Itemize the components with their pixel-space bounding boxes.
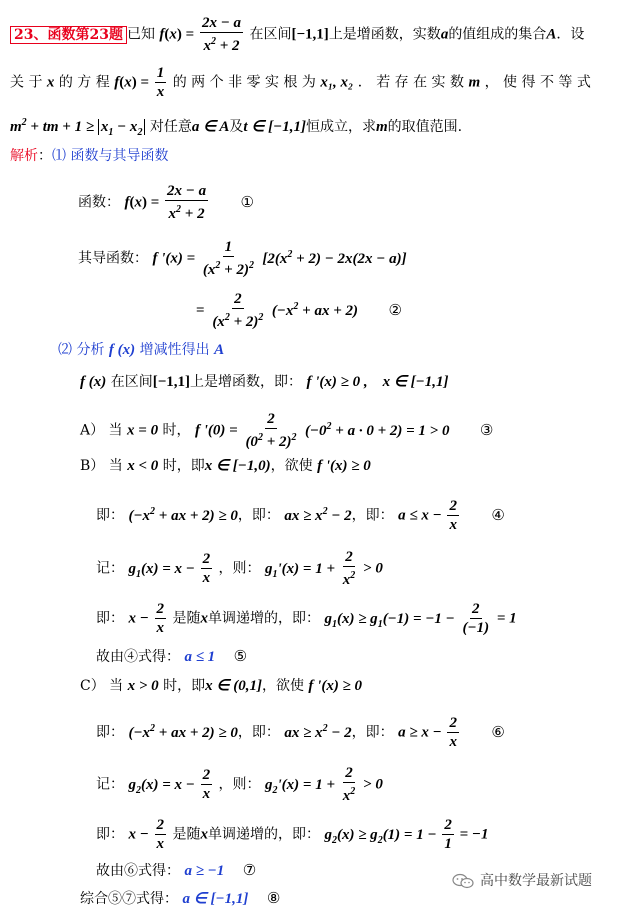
text: ．设 (556, 26, 585, 43)
text: 已知 (126, 26, 155, 43)
cond: x > 0 (127, 678, 159, 694)
case-c-ineq: 即： ($-x^2$ + ax + 2) ≥ 0，即： ax ≥ $x^2 - 2$，即： a ≥ x − $\frac{2}{x}$ ⑥ (96, 715, 505, 750)
cond: x < 0 (127, 458, 159, 474)
text: ，欲使 (270, 458, 313, 474)
text: B） 当 (80, 458, 123, 474)
part1-title: ⑴ 函数与其导函数 (52, 148, 169, 164)
derivative-line-2: = $\frac{2}{(x^2 + 2)^2}$ ($-x^2$ + ax + 2) ② (196, 291, 402, 330)
text: 记： (96, 776, 124, 793)
case-a: A） 当 x = 0 时， f '(0) = $\frac{2}{(0^2 + 2)^2}$ $(-0^2 + a \cdot 0 + 2) = 1 > 0$ ③ (80, 411, 494, 450)
result-5: a ≤ 1 (184, 649, 216, 665)
text: 时， (162, 422, 191, 439)
derivative-line-1: 其导函数： f '(x) = $\frac{1}{(x^2 + 2)^2}$ $[2(x^2 + 2) - 2x(2x - a)]$ (78, 239, 407, 278)
set-A: A (546, 26, 557, 43)
text: A） 当 (80, 422, 123, 439)
text: 的取值范围. (387, 119, 463, 135)
var-x: x (46, 74, 55, 91)
case-b-result: 故由④式得： a ≤ 1 ⑤ (96, 647, 248, 665)
var-m: m (468, 74, 481, 91)
text: 即： (96, 724, 124, 741)
text: ． 若 存 在 实 数 (357, 74, 465, 91)
problem-line-3: $m^2$ + tm + $1 \ge x_1 - x_2$ 对任意a ∈ A及t ∈ [−1,1]恒成立，求m的取值范围. (10, 117, 463, 138)
interval: [−1,1] (291, 26, 329, 43)
problem-tag: 23、函数第23题 (10, 26, 127, 44)
text: 在区间 (249, 26, 292, 43)
problem-line-1: 23、函数第23题 已知 f(x) = $\frac{2x - a}{x^2 + 2}$ 在区间[−1,1]上是增函数，实数a的值组成的集合A．设 (10, 14, 584, 55)
var-x: x (200, 610, 208, 627)
text: C） 当 (80, 678, 124, 694)
text: 即： (96, 610, 124, 627)
text: 的 方 程 (58, 74, 110, 91)
text: ，即： (351, 507, 394, 524)
case-c-result: 故由⑥式得： a ≥ −1 ⑦ (96, 861, 257, 879)
case-c: C） 当 x > 0 时，即x ∈ (0,1]，欲使 f '(x) ≥ 0 (80, 678, 363, 694)
combined-result: 综合⑤⑦式得： a ∈ [−1,1] ⑧ (80, 889, 281, 907)
text: 其导函数： (78, 250, 148, 267)
text: ，欲使 (261, 678, 304, 694)
case-b-mono: 即： x − $\frac{2}{x}$ 是随x单调递增的，即： $g_1(x) \ge g_1(-1) = -1$ − $\frac{2}{(-1)}$ = 1 (96, 601, 517, 636)
var-a: a (440, 26, 449, 43)
interval: [−1,1] (152, 374, 190, 390)
wechat-icon (452, 873, 474, 889)
text: 函数： (78, 194, 120, 211)
cond-a: a ∈ A (191, 119, 230, 135)
text: 即： (96, 826, 124, 843)
text: ⑵ 分析 (58, 342, 105, 358)
text: 的 两 个 非 零 实 根 为 (172, 74, 316, 91)
case-c-mono: 即： x − $\frac{2}{x}$ 是随x单调递增的，即： $g_2(x) \ge g_2(1) = 1$ − $\frac{2}{1}$ = −1 (96, 817, 489, 852)
text: 单调递增的，即： (208, 826, 320, 843)
part2-title: ⑵ 分析 f (x) 增减性得出 A (58, 342, 225, 358)
text: 对任意 (149, 119, 192, 135)
text: 关 于 (10, 74, 43, 91)
text: 时，即 (162, 458, 205, 474)
interval: x ∈ [−1,0) (204, 458, 271, 474)
watermark (452, 870, 592, 890)
text: ， 使 得 不 等 式 (484, 74, 591, 91)
text: 恒成立，求 (305, 119, 376, 135)
result-8: a ∈ [−1,1] (182, 891, 249, 907)
text: 单调递增的，即： (208, 610, 320, 627)
problem-line-2: 关 于 x 的 方 程 f(x) = $\frac{1}{x}$ 的 两 个 非 零 实 根 为 x₁, x₂ ． 若 存 在 实 数 m ， 使 得 不 等 式 (10, 65, 591, 100)
roots: x₁, x₂ (320, 74, 354, 91)
text: 是随 (172, 826, 201, 843)
text: 故由⑥式得： (96, 863, 180, 879)
text: ，即： (351, 724, 394, 741)
interval: x ∈ (0,1] (205, 678, 262, 694)
text: 增减性得出 (139, 342, 210, 358)
case-b-g1: 记： $g_1(x) = x$ − $\frac{2}{x}$ ，则： $g_1'(x) = 1$ + $\frac{2}{x^2}$ > 0 (96, 549, 383, 588)
text: 综合⑤⑦式得： (80, 891, 178, 907)
cond: x = 0 (127, 422, 159, 439)
text: ，则： (218, 560, 261, 577)
set-A: A (214, 342, 225, 358)
watermark-text: 高中数学最新试题 (480, 873, 592, 889)
text: 上是增函数，即： (190, 374, 302, 390)
text: 是随 (172, 610, 201, 627)
text: ，即： (237, 724, 280, 741)
text: ，则： (218, 776, 261, 793)
case-b-ineq: 即： ($-x^2$ + ax + 2) ≥ 0，即： ax ≥ $x^2 - 2$，即： a ≤ x − $\frac{2}{x}$ ④ (96, 498, 505, 533)
var-m: m (375, 119, 388, 135)
text: 即： (96, 507, 124, 524)
text: 的值组成的集合 (448, 26, 547, 43)
cond-t: t ∈ [−1,1] (243, 119, 306, 135)
increasing-condition: f (x) 在区间[−1,1]上是增函数，即： f '(x) ≥ 0 , x ∈ [−1,1] (80, 374, 449, 390)
case-b: B） 当 x < 0 时，即x ∈ [−1,0)，欲使 f '(x) ≥ 0 (80, 458, 371, 474)
function-def: 函数： f(x) = $\frac{2x - a}{x^2 + 2}$ ① (78, 183, 254, 222)
var-x: x (200, 826, 208, 843)
case-c-g2: 记： $g_2(x) = x$ − $\frac{2}{x}$ ，则： $g_2'(x) = 1$ + $\frac{2}{x^2}$ > 0 (96, 765, 383, 804)
solution-heading: 解析：⑴ 函数与其导函数 (10, 148, 169, 164)
text: 在区间 (110, 374, 153, 390)
text: ，即： (237, 507, 280, 524)
result-7: a ≥ −1 (184, 863, 225, 879)
text: 记： (96, 560, 124, 577)
text: 时，即 (163, 678, 206, 694)
text: 及 (229, 119, 244, 135)
solution-label: 解析 (10, 148, 38, 164)
text: 上是增函数，实数 (328, 26, 441, 43)
text: 故由④式得： (96, 649, 180, 665)
